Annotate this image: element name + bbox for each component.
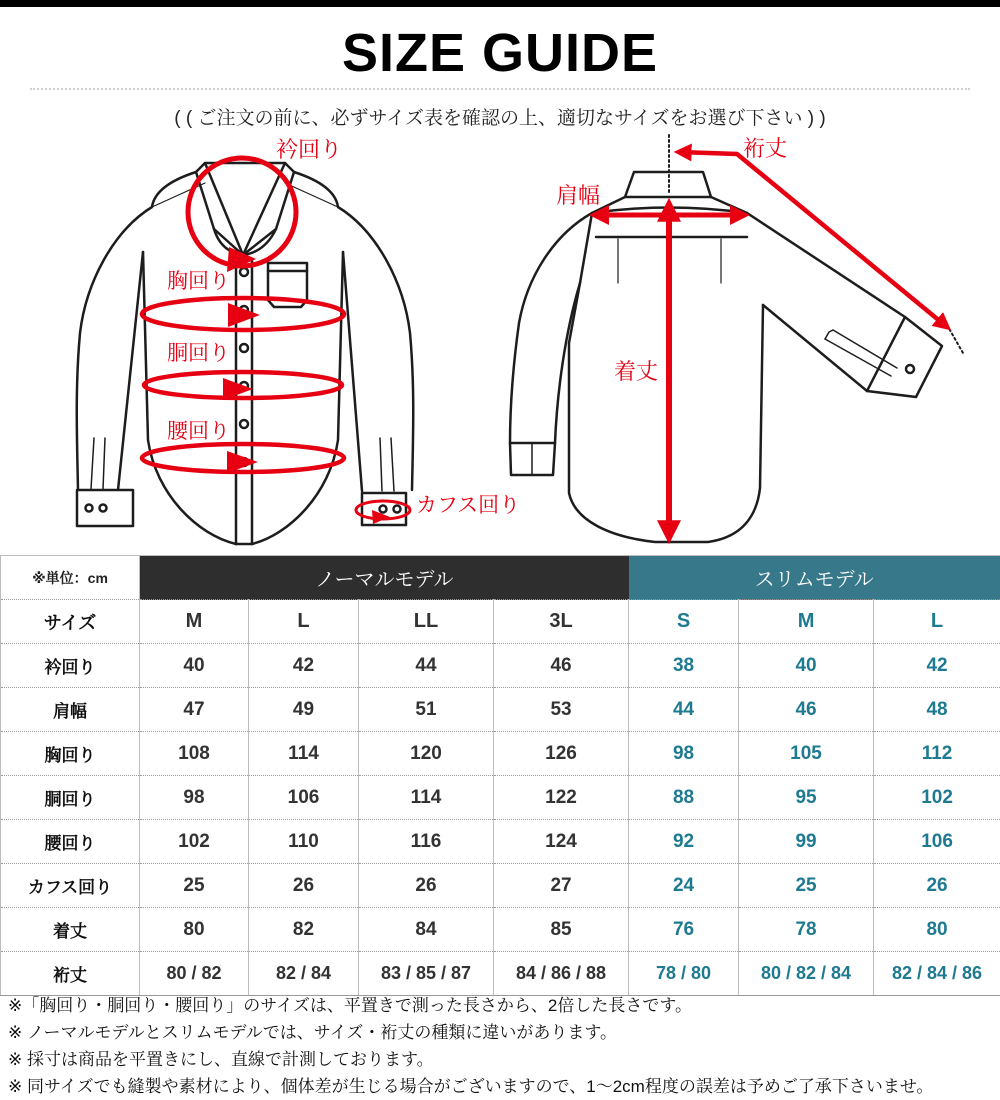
- unit-label: ※単位：cm: [1, 556, 140, 600]
- row-label: 胴回り: [1, 776, 140, 820]
- value-cell: 46: [494, 644, 629, 688]
- footnote: ※ 同サイズでも縫製や素材により、個体差が生じる場合がございますので、1～2cm程度の誤差は予めご了承下さいませ。: [8, 1077, 934, 1096]
- value-cell: 38: [629, 644, 739, 688]
- title-divider: [30, 88, 970, 90]
- front-shirt-outline: [77, 163, 414, 544]
- row-label: カフス回り: [1, 864, 140, 908]
- value-cell: 40: [140, 644, 249, 688]
- shoulder-width-label: 肩幅: [556, 183, 601, 208]
- size-table: [0, 555, 1000, 996]
- waist-measure-label: 胴回り: [167, 342, 230, 365]
- value-cell: 84 / 86 / 88: [494, 952, 629, 996]
- size-cell: S: [629, 600, 739, 644]
- value-cell: 114: [359, 776, 494, 820]
- row-label: 衿回り: [1, 644, 140, 688]
- value-cell: 122: [494, 776, 629, 820]
- row-label: 胸回り: [1, 732, 140, 776]
- value-cell: 25: [739, 864, 874, 908]
- table-row: [1, 600, 1000, 644]
- table-header-row: [1, 556, 1000, 600]
- table-row: [1, 864, 1000, 908]
- value-cell: 82 / 84 / 86: [874, 952, 1000, 996]
- value-cell: 26: [874, 864, 1000, 908]
- value-cell: 26: [359, 864, 494, 908]
- value-cell: 51: [359, 688, 494, 732]
- size-cell: M: [140, 600, 249, 644]
- value-cell: 102: [874, 776, 1000, 820]
- sleeve-length-label: 裄丈: [743, 136, 788, 161]
- value-cell: 106: [249, 776, 359, 820]
- table-row: [1, 688, 1000, 732]
- value-cell: 84: [359, 908, 494, 952]
- front-shirt-illustration: [58, 133, 478, 552]
- chest-measure-label: 胸回り: [167, 270, 230, 293]
- value-cell: 80 / 82 / 84: [739, 952, 874, 996]
- row-label: 肩幅: [1, 688, 140, 732]
- value-cell: 47: [140, 688, 249, 732]
- cuff-measure-label: カフス回り: [416, 494, 521, 517]
- value-cell: 114: [249, 732, 359, 776]
- size-cell: 3L: [494, 600, 629, 644]
- size-cell: L: [874, 600, 1000, 644]
- footnote: ※「胸回り・胴回り・腰回り」のサイズは、平置きで測った長さから、2倍した長さです。: [8, 996, 692, 1015]
- value-cell: 78 / 80: [629, 952, 739, 996]
- value-cell: 98: [140, 776, 249, 820]
- value-cell: 126: [494, 732, 629, 776]
- value-cell: 88: [629, 776, 739, 820]
- footnotes: [8, 992, 996, 1100]
- body-length-label: 着丈: [614, 359, 659, 384]
- size-cell: M: [739, 600, 874, 644]
- value-cell: 105: [739, 732, 874, 776]
- value-cell: 40: [739, 644, 874, 688]
- row-label: 裄丈: [1, 952, 140, 996]
- row-label: 着丈: [1, 908, 140, 952]
- value-cell: 83 / 85 / 87: [359, 952, 494, 996]
- hip-measure-label: 腰回り: [167, 420, 230, 443]
- value-cell: 76: [629, 908, 739, 952]
- collar-measure-label: 衿回り: [276, 137, 343, 162]
- value-cell: 25: [140, 864, 249, 908]
- value-cell: 44: [629, 688, 739, 732]
- value-cell: 26: [249, 864, 359, 908]
- value-cell: 44: [359, 644, 494, 688]
- value-cell: 99: [739, 820, 874, 864]
- value-cell: 120: [359, 732, 494, 776]
- value-cell: 102: [140, 820, 249, 864]
- table-row: [1, 820, 1000, 864]
- top-border-bar: [0, 0, 1000, 7]
- table-row: [1, 952, 1000, 996]
- value-cell: 85: [494, 908, 629, 952]
- value-cell: 80 / 82: [140, 952, 249, 996]
- value-cell: 124: [494, 820, 629, 864]
- row-label: 腰回り: [1, 820, 140, 864]
- page-subtitle: ( ( ご注文の前に、必ずサイズ表を確認の上、適切なサイズをお選び下さい ) ): [174, 108, 826, 129]
- value-cell: 78: [739, 908, 874, 952]
- value-cell: 116: [359, 820, 494, 864]
- value-cell: 95: [739, 776, 874, 820]
- value-cell: 82 / 84: [249, 952, 359, 996]
- value-cell: 49: [249, 688, 359, 732]
- value-cell: 42: [249, 644, 359, 688]
- value-cell: 42: [874, 644, 1000, 688]
- value-cell: 98: [629, 732, 739, 776]
- value-cell: 108: [140, 732, 249, 776]
- size-cell: LL: [359, 600, 494, 644]
- value-cell: 106: [874, 820, 1000, 864]
- table-row: [1, 908, 1000, 952]
- value-cell: 48: [874, 688, 1000, 732]
- footnote: ※ ノーマルモデルとスリムモデルでは、サイズ・裄丈の種類に違いがあります。: [8, 1023, 618, 1042]
- table-row: [1, 776, 1000, 820]
- size-cell: L: [249, 600, 359, 644]
- value-cell: 80: [874, 908, 1000, 952]
- footnote: ※ 採寸は商品を平置きにし、直線で計測しております。: [8, 1050, 434, 1069]
- value-cell: 110: [249, 820, 359, 864]
- row-label: サイズ: [1, 600, 140, 644]
- table-row: [1, 644, 1000, 688]
- normal-model-header: ノーマルモデル: [140, 556, 629, 600]
- page-title: SIZE GUIDE: [341, 23, 659, 83]
- value-cell: 80: [140, 908, 249, 952]
- value-cell: 92: [629, 820, 739, 864]
- value-cell: 53: [494, 688, 629, 732]
- value-cell: 112: [874, 732, 1000, 776]
- value-cell: 82: [249, 908, 359, 952]
- slim-model-header: スリムモデル: [629, 556, 1000, 600]
- value-cell: 24: [629, 864, 739, 908]
- sleeve-length-arrow: [679, 152, 947, 327]
- value-cell: 46: [739, 688, 874, 732]
- value-cell: 27: [494, 864, 629, 908]
- table-row: [1, 732, 1000, 776]
